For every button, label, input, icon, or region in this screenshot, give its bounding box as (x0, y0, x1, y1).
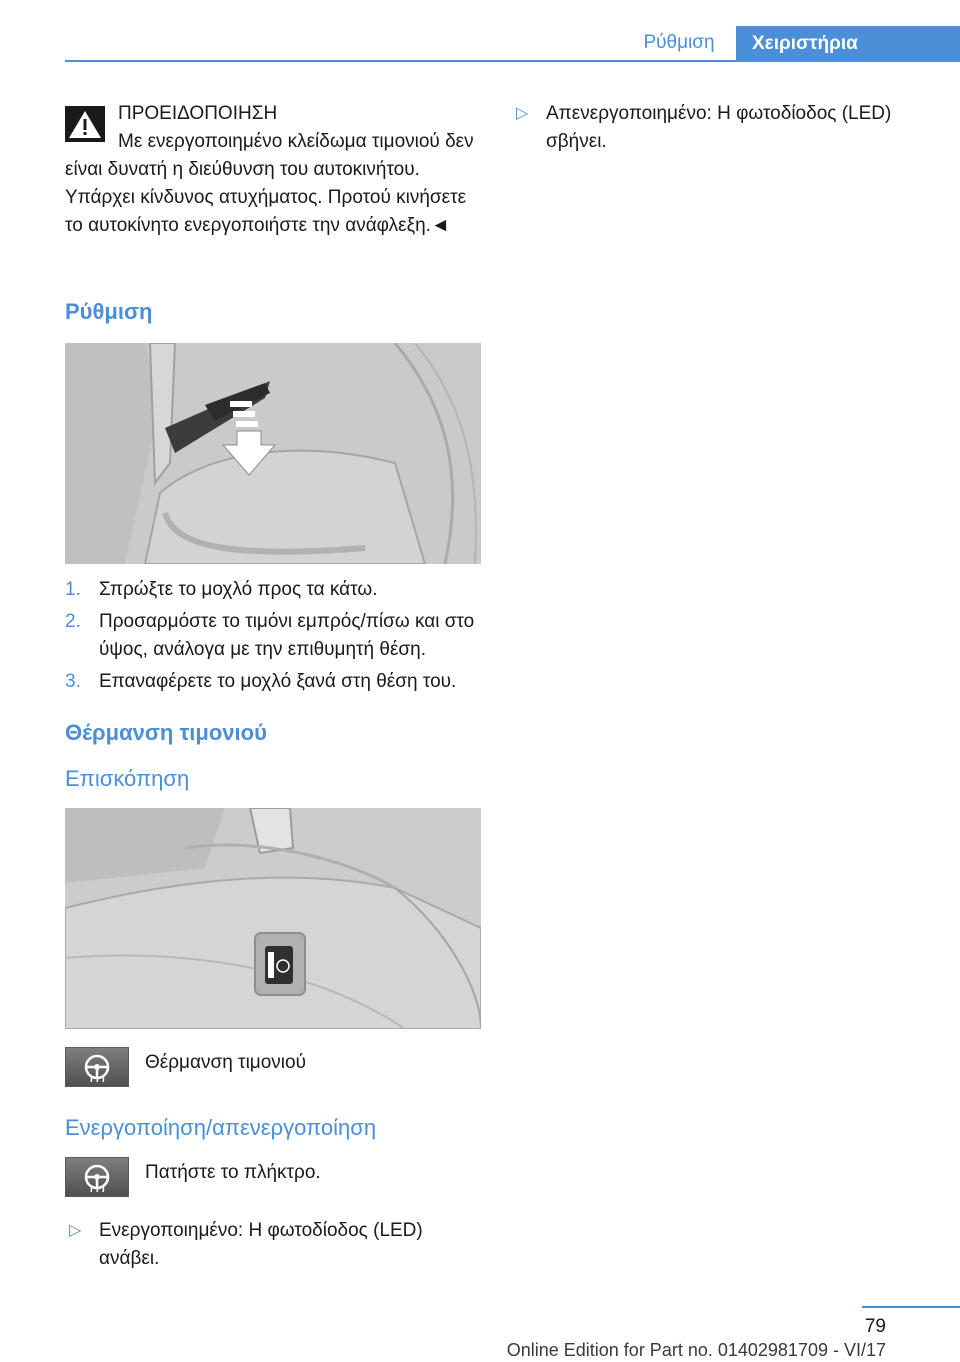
press-key-label: Πατήστε το πλήκτρο. (145, 1162, 321, 1183)
step-text: Σπρώξτε το μοχλό προς τα κάτω. (99, 579, 378, 600)
adjust-heading: Ρύθμιση (65, 299, 153, 324)
right-column (512, 100, 912, 156)
steering-wheel-heating-icon (65, 1047, 129, 1087)
triangle-right-icon: ▷ (516, 105, 529, 122)
header-section-label: Ρύθμιση (643, 32, 715, 53)
header-chapter-label: Χειριστήρια (752, 33, 858, 54)
step-text: Προσαρμόστε το τιμόνι εμπρός/πίσω και στο ύψος, ανάλογα με την επιθυμητή θέση. (99, 611, 475, 660)
steering-lever-illustration (65, 343, 481, 564)
list-item (65, 608, 481, 664)
press-key-row (65, 1157, 481, 1197)
list-item (65, 668, 481, 696)
warning-triangle-icon (65, 106, 105, 142)
heating-heading: Θέρμανση τιμονιού (65, 720, 267, 745)
warning-block (65, 100, 481, 275)
toggle-heading: Ενεργοποίηση/απενεργοποίηση (65, 1115, 377, 1140)
heating-key-label: Θέρμανση τιμονιού (145, 1052, 306, 1073)
step-number: 1. (65, 579, 81, 600)
header-chapter-tab[interactable] (736, 26, 960, 62)
heating-on-list (65, 1217, 481, 1273)
bullet-text: Ενεργοποιημένο: Η φωτοδίοδος (LED) ανάβει. (99, 1220, 423, 1269)
heating-off-list (512, 100, 912, 156)
footer-edition: Online Edition for Part no. 01402981709 - VI/17 (506, 1340, 886, 1360)
step-number: 2. (65, 611, 81, 632)
step-text: Επαναφέρετε το μοχλό ξανά στη θέση του. (99, 671, 457, 692)
steering-wheel-heating-icon (65, 1157, 129, 1197)
adjust-steps (65, 576, 481, 696)
bullet-text: Απενεργοποιημένο: Η φωτοδίοδος (LED) σβήνει. (546, 103, 892, 152)
header-section-tab[interactable] (622, 26, 736, 60)
steering-lever-figure (65, 343, 481, 564)
step-number: 3. (65, 671, 81, 692)
list-item (65, 1217, 481, 1273)
list-item (65, 576, 481, 604)
page-number: 79 (864, 1316, 886, 1337)
footer-divider (862, 1306, 960, 1308)
steering-column-illustration (65, 808, 481, 1029)
left-column (65, 100, 481, 1273)
heating-button-figure (65, 808, 481, 1029)
warning-title: ΠΡΟΕΙΔΟΠΟΙΗΣΗ (118, 103, 278, 124)
header-divider (65, 60, 960, 62)
warning-text: Με ενεργοποιημένο κλείδωμα τιμονιού δεν είναι δυνατή η διεύθυνση του αυτοκινήτου. Υπάρχει κίνδυνος ατυχήματος. Προτού κινήσετε το αυτοκίνητο ενεργοποιήστε την ανάφλεξη.◄ (65, 131, 474, 236)
heating-key-row (65, 1047, 481, 1087)
triangle-right-icon: ▷ (69, 1222, 82, 1239)
overview-heading: Επισκόπηση (65, 766, 190, 791)
list-item (512, 100, 912, 156)
